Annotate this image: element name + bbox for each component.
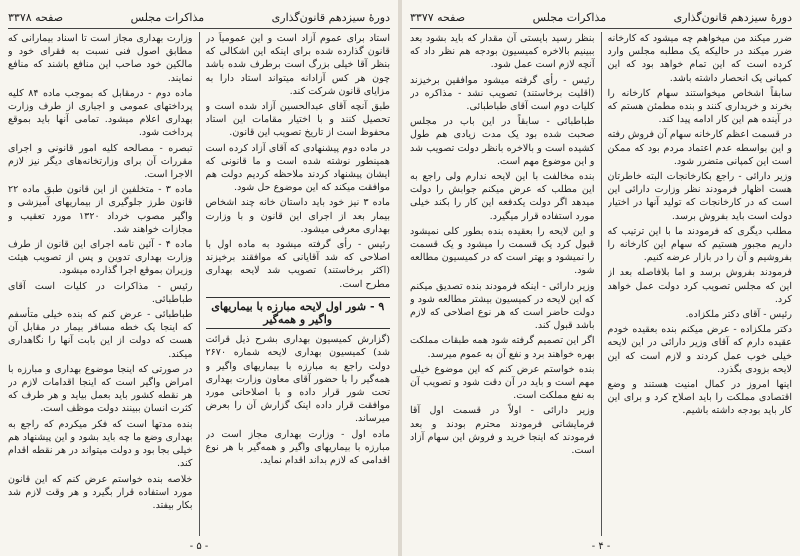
paragraph: خلاصه بنده خواستم عرض کنم که این قانون مورد استفاده قرار بگیرد و هر وقت لازم شد بکار بیفتد.	[8, 473, 193, 511]
paragraph: ماده اول - وزارت بهداری مجاز است در مبارزه با بیماریهای واگیر و همه‌گیر با هر نوع اقدامی که لازم بداند اقدام نماید.	[205, 428, 390, 467]
right-header-session: دورهٔ سیزدهم قانون‌گذاری	[673, 10, 792, 24]
paragraph: ضرر میکند من میخواهم چه میشود که کارخانه ضرر میکند در حالیکه یک مطلبه مجلس وارد کرده است که این تمام خواهد بود که این کمپانی یک انحصار داشته باشد.	[607, 33, 792, 84]
left-page-left-column	[8, 32, 193, 536]
paragraph: رئیس - رأی گرفته میشود موافقین برخیزند (اقلیت برخاستند) تصویب نشد - مذاکره در کلیات دوم است آقای طباطبائی.	[410, 74, 595, 113]
right-header-page-number: صفحه ۳۳۷۷	[410, 10, 466, 24]
right-page-folio: - ۴ -	[591, 541, 611, 552]
left-page-right-column	[206, 32, 391, 536]
paragraph: رئیس - آقای دکتر ملکزاده.	[685, 309, 792, 321]
paragraph: استاد برای عموم آزاد است و این عمومیاً در قانون گذارده شده برای اینکه این اشکالی که بنظر آقا خیلی بزرگ است برطرف شده باشد چون هر کس آزادانه میتواند استاد دارا به مزایای قانون شرکت کند.	[205, 33, 390, 97]
paragraph: در صورتی که اینجا موضوع بهداری و مبارزه با امراض واگیر است که اینجا اقدامات لازم در هر نقطه کشور باید بعمل بیاید و هر طرف که کثرت انسان ببینند دولت موظف است.	[8, 363, 193, 415]
paragraph: بنده مدتها است که فکر میکردم که راجع به بهداری وضع ما چه باید بشود و این پیشنهاد هم خیلی بجا بود و دولت میتواند در هر نقطه اقدام کند.	[8, 418, 193, 470]
paragraph: طباطبائی - سابقاً در این باب در مجلس صحبت شده بود یک مدت زیادی هم طول کشیده است و بالاخره بانظر دولت تصویب شد و این موضوع مهم است.	[410, 116, 595, 167]
paragraph: (گزارش کمیسیون بهداری بشرح ذیل قرائت شد) کمیسیون بهداری لایحه شماره ۲۶۷۰ دولت راجع به مبارزه با بیماریهای واگیر و همه‌گیر را با حضور آقای معاون وزارت بهداری تحت شور قرار داده و با اصلاحاتی مورد موافقت قرار داده اینک گزارش آن را بعرض میرساند.	[205, 334, 390, 425]
paragraph: مطلب دیگری که فرمودند ما با این ترتیب که داریم مجبور هستیم که سهام این کارخانه را بفروشیم و آن را در بازار عرضه کنیم.	[607, 225, 792, 264]
paragraph: وزیر دارائی - راجع بکارخانجات البته خاطرتان هست اظهار فرمودند نظر وزارت دارائی این است که در کارخانجات که تولید آنها در اختیار دولت است باید بفروش برسد.	[607, 171, 792, 222]
paragraph: اگر این تصمیم گرفته شود همه طبقات مملکت بهره خواهند برد و نفع آن به عموم میرسد.	[410, 335, 595, 360]
paragraph: سابقاً اشخاص میخواستند سهام کارخانه را بخرند و خریداری کنند و بنده مطمئن هستم که در آینده هم این کار ادامه پیدا کند.	[607, 87, 792, 126]
paragraph: رئیس - رأی گرفته میشود به ماده اول با اصلاحی که شد آقایانی که موافقند برخیزند (اکثر برخاستند) تصویب شد لایحه بهداری مطرح است.	[205, 239, 390, 290]
column-divider	[601, 32, 602, 536]
right-page-left-column	[410, 32, 595, 536]
left-header-title: مذاکرات مجلس	[130, 10, 205, 24]
paragraph: و این لایحه را بعقیده بنده بطور کلی نمیشود قبول کرد یک قسمت را میشود و یک قسمت را نمیشود و بهتر است که در کمیسیون مطالعه شود.	[410, 225, 595, 277]
paragraph: ماده ۳ نیز خود باید داستان خانه چند اشخاص بیمار بعد از اجرای این قانون و با وزارت بهداری معرفی میشود.	[205, 197, 390, 235]
paragraph: وزیر دارائی - اینکه فرمودند بنده تصدیق میکنم که این لایحه در کمیسیون بیشتر مطالعه شود و دولت حاضر است که هر نوع اصلاحی که لازم باشد قبول کند.	[410, 280, 595, 332]
paragraph: در قسمت اعظم کارخانه سهام آن فروش رفته و این بواسطه عدم اعتماد مردم بود که ممکن است این کمپانی متضرر شود.	[607, 129, 792, 167]
left-header-session: دورهٔ سیزدهم قانون‌گذاری	[271, 10, 390, 24]
paragraph: بنظر رسید بایستی آن مقدار که باید بشود بعد ببینیم بالاخره کمیسیون بودجه هم نظر داد که آنچه لازم است عمل شود.	[410, 33, 595, 71]
left-page-header	[8, 6, 390, 29]
left-page-columns	[8, 32, 390, 536]
paragraph: بنده خواستم عرض کنم که این موضوع خیلی مهم است و باید در آن دقت شود و تصویب آن به نفع مملکت است.	[410, 363, 595, 402]
right-page-header	[410, 6, 792, 29]
paragraph: وزیر دارائی - اولاً در قسمت اول آقا فرمایشاتی فرمودند محترم بودند و بعد فرمودند که اینجا خرید و فروش این سهام آزاد است.	[410, 405, 595, 457]
paragraph: طباطبائی - عرض کنم که بنده خیلی متأسفم که اینجا یک خطه مسافر بیمار در مقابل آن هست که دولت از این بابت آنها را نگاهداری میکند.	[8, 309, 193, 360]
paragraph: وزارت بهداری مجاز است تا اسناد بیمارانی که مطابق اصول فنی نسبت به فقرای خود و مالکین خود صاحب این منافع باشند که منافع نمایند.	[8, 33, 193, 84]
left-page	[0, 0, 398, 556]
paragraph: در ماده دوم پیشنهادی که آقای آزاد کرده است همینطور نوشته شده است و ما قانونی که ایشان پیشنهاد کردند ملاحظه کردیم دولت هم موافقت میکند که این موضوع حل شود.	[205, 142, 390, 194]
column-divider	[199, 32, 200, 536]
paragraph: طبق آنچه آقای عبدالحسین آزاد شده است و تحصیل کنند و با اختیار مقامات این استاد محفوظ است از تاریخ تصویب این قانون.	[205, 101, 390, 139]
paragraph: فرمودند بفروش برسد و اما بلافاصله بعد از این که مجلس تصویب کرد دولت عمل خواهد کرد.	[607, 267, 792, 305]
paragraph: بنده مخالفت با این لایحه ندارم ولی راجع به این مطلب که عرض میکنم جوابش را دولت میدهد اگر دولت یکدفعه این کار را بکند خیلی مورد استفاده قرار میگیرد.	[410, 171, 595, 222]
section-title: ۹ - شور اول لایحه مبارزه با بیماریهای واگیر و همه‌گیر	[206, 297, 391, 329]
paragraph: تبصره - مصالحه کلیه امور قانونی و اجرای مقررات آن برای وزارتخانه‌های دیگر نیز لازم الاجرا است.	[8, 142, 193, 181]
paragraph: دکتر ملکزاده - عرض میکنم بنده بعقیده خودم عقیده دارم که آقای وزیر دارائی در این لایحه خیلی خوب عمل کردند و لازم است که این لایحه بزودی بگذرد.	[607, 324, 792, 375]
right-header-title: مذاکرات مجلس	[532, 10, 607, 24]
right-page	[402, 0, 800, 556]
paragraph: اینها امروز در کمال امنیت هستند و وضع اقتصادی مملکت را باید اصلاح کرد و برای این کار باید بودجه داشته باشیم.	[607, 379, 792, 417]
left-header-page-number: صفحه ۳۳۷۸	[8, 10, 64, 24]
paragraph: ماده ۳ - متخلفین از این قانون طبق ماده ۲۲ قانون طرز جلوگیری از بیماریهای آمیزشی و واگیر مصوب خرداد ۱۳۲۰ مورد تعقیب و مجازات خواهند شد.	[8, 184, 193, 235]
left-page-folio: - ۵ -	[189, 541, 209, 552]
paragraph: ماده ۴ - آئین نامه اجرای این قانون از طرف وزارت بهداری تدوین و پس از تصویب هیئت وزیران بموقع اجرا گذارده میشود.	[8, 239, 193, 277]
paragraph: رئیس - مذاکرات در کلیات است آقای طباطبائی.	[8, 280, 193, 305]
right-page-columns	[410, 32, 792, 536]
right-page-right-column	[608, 32, 793, 536]
paragraph: ماده دوم - درمقابل که بموجب ماده ۸۴ کلیه پرداختهای عمومی و اجباری از طرف وزارت بهداری اعلام میشود. تمامی آنها باید بموقع پرداخت شود.	[8, 87, 193, 139]
